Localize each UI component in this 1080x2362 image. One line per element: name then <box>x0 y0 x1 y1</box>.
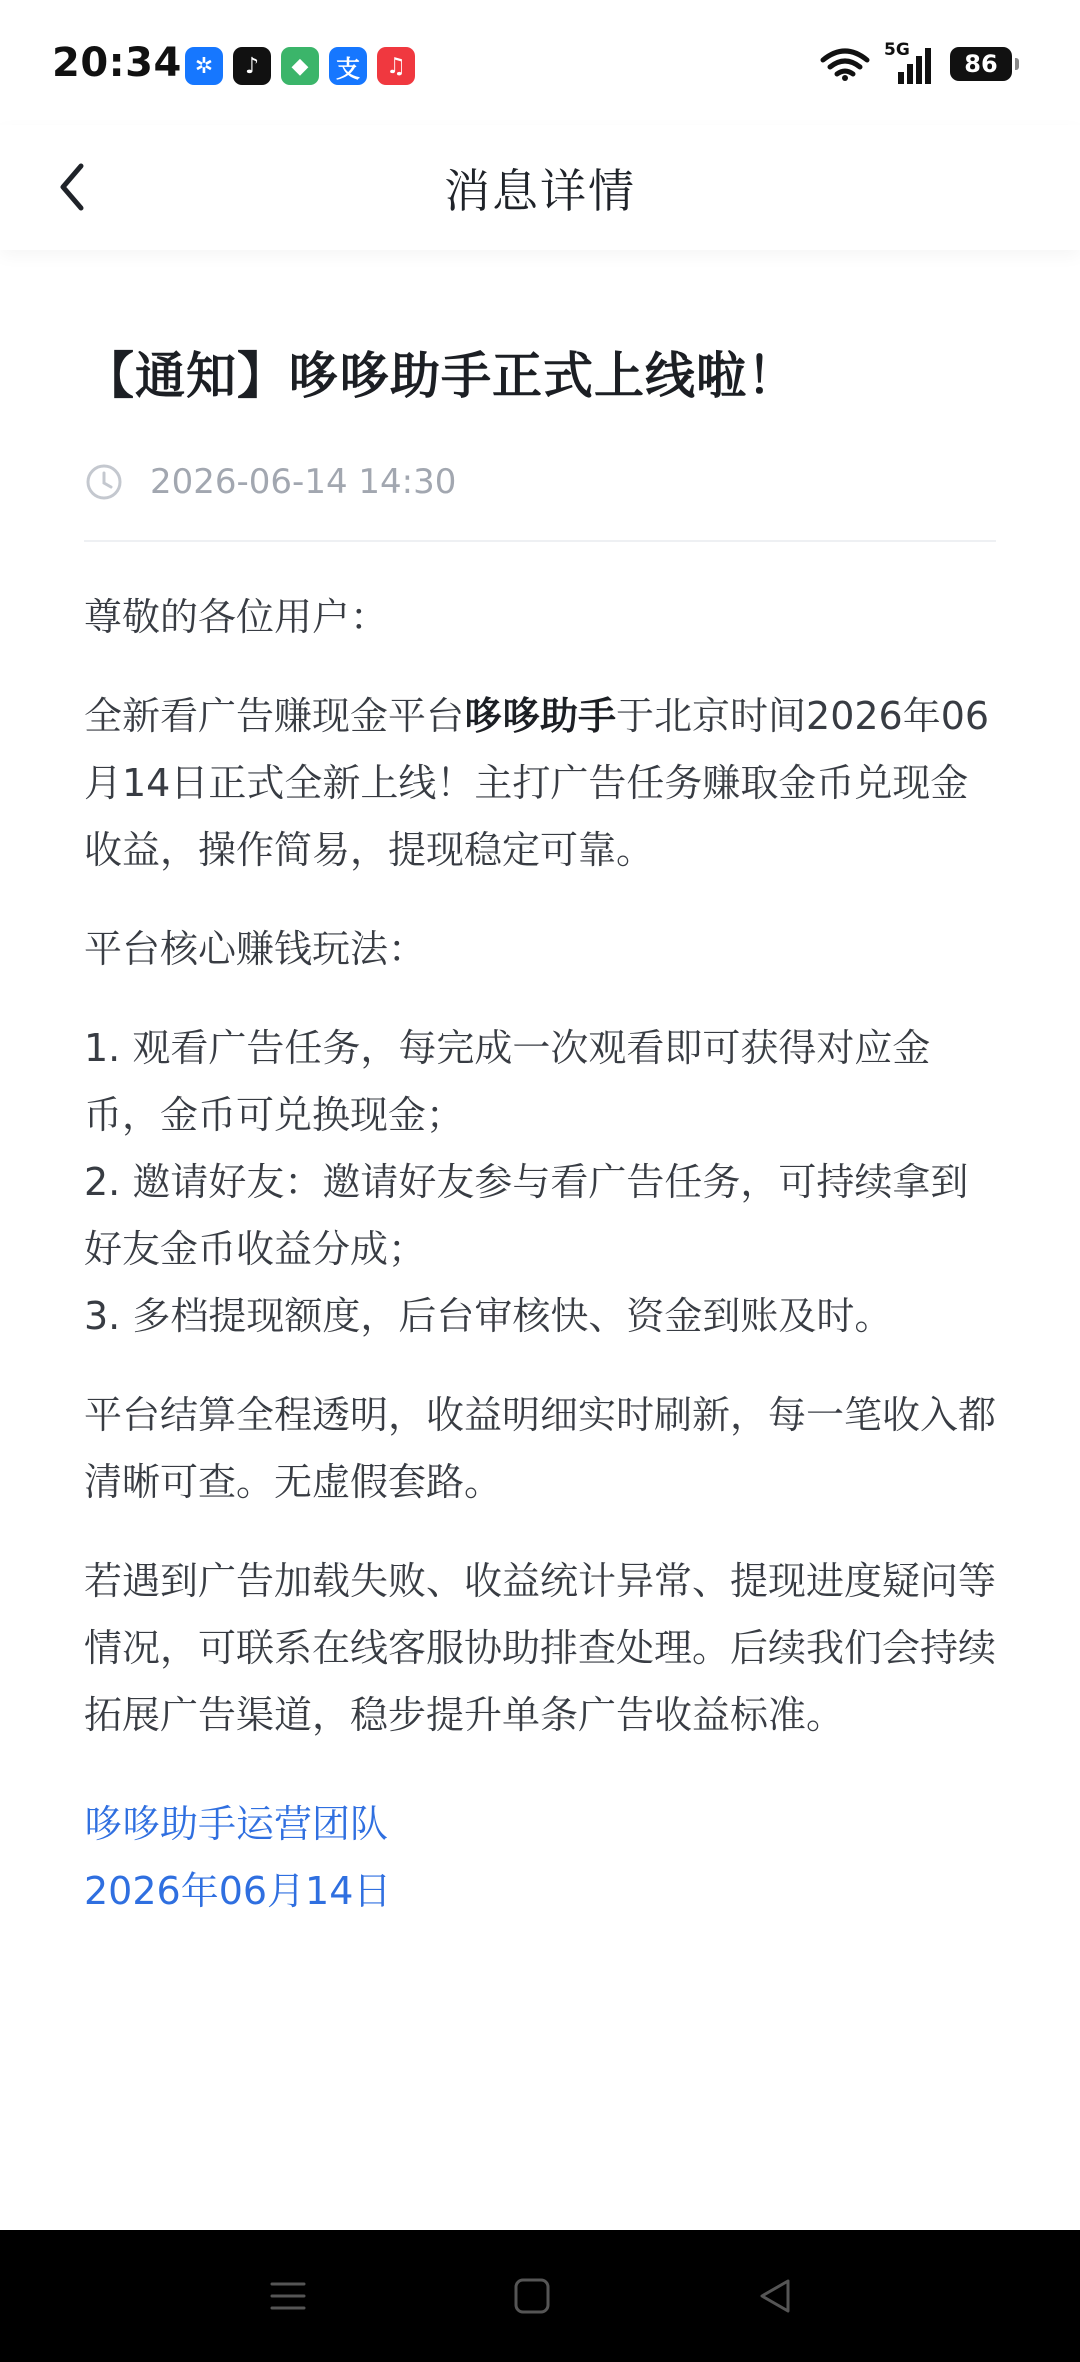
message-content <box>84 340 996 1925</box>
menu-icon <box>268 2276 308 2316</box>
transparency-paragraph: 平台结算全程透明，收益明细实时刷新，每一笔收入都清晰可查。无虚假套路。 <box>84 1393 997 1504</box>
message-date: 2026-06-14 14:30 <box>150 462 457 502</box>
pinwheel-icon: ✲ <box>185 47 223 85</box>
status-bar <box>0 0 1080 125</box>
alipay-icon: 支 <box>329 47 367 85</box>
menu-button[interactable] <box>258 2266 318 2326</box>
battery-level: 86 <box>964 50 998 78</box>
list-item: 2. 邀请好友：邀请好友参与看广告任务，可持续拿到好友金币收益分成； <box>84 1160 969 1271</box>
signature-date: 2026年06月14日 <box>84 1869 392 1913</box>
message-meta <box>84 454 996 542</box>
wifi-icon <box>820 47 870 81</box>
list-item: 1. 观看广告任务，每完成一次观看即可获得对应金币，金币可兑换现金； <box>84 1026 931 1137</box>
notification-app-icons <box>185 47 415 85</box>
list-item: 3. 多档提现额度，后台审核快、资金到账及时。 <box>84 1294 893 1338</box>
network-type-label: 5G <box>884 40 910 60</box>
clock-icon <box>84 462 124 502</box>
greeting-text: 尊敬的各位用户： <box>84 595 389 639</box>
signature-team: 哆哆助手运营团队 <box>84 1802 389 1846</box>
signature <box>84 1791 996 1925</box>
message-title: 【通知】哆哆助手正式上线啦！ <box>84 347 798 405</box>
square-home-icon <box>512 2276 552 2316</box>
battery-icon <box>950 47 1012 81</box>
cellular-signal-icon <box>884 40 936 84</box>
navigation-bar <box>0 125 1080 250</box>
system-back-button[interactable] <box>746 2266 806 2326</box>
section-heading: 平台核心赚钱玩法： <box>84 927 427 971</box>
status-time: 20:34 <box>52 40 182 86</box>
triangle-back-icon <box>756 2276 796 2316</box>
intro-text-before: 全新看广告赚现金平台 <box>84 694 465 738</box>
music-icon: ♫ <box>377 47 415 85</box>
home-button[interactable] <box>502 2266 562 2326</box>
support-paragraph: 若遇到广告加载失败、收益统计异常、提现进度疑问等情况，可联系在线客服协助排查处理。后续我们会持续拓展广告渠道，稳步提升单条广告收益标准。 <box>84 1559 997 1737</box>
intro-text-after: 于北京时间2026年06月14日正式全新上线！主打广告任务赚取金币兑现金收益，操作简易，提现稳定可靠。 <box>84 694 990 872</box>
product-name: 哆哆助手 <box>464 694 617 738</box>
message-body <box>84 584 996 1749</box>
page-title: 消息详情 <box>444 164 636 218</box>
system-navigation-bar <box>0 2230 1080 2362</box>
intro-paragraph <box>84 683 996 884</box>
tiktok-icon: ♪ <box>233 47 271 85</box>
feature-list <box>84 1015 996 1350</box>
status-indicators <box>820 40 1012 84</box>
game-app-icon: ◆ <box>281 47 319 85</box>
